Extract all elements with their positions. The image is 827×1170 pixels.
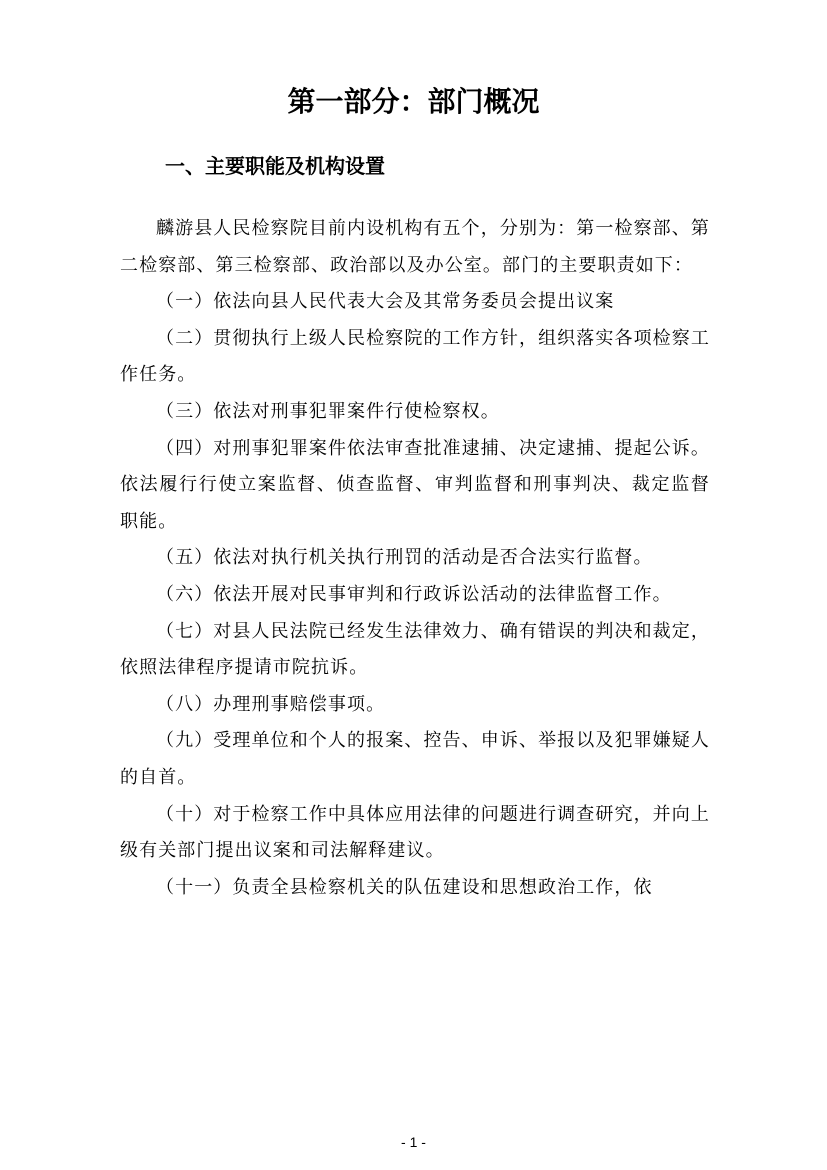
paragraph-item-6: （六）依法开展对民事审判和行政诉讼活动的法律监督工作。 xyxy=(156,583,672,605)
section-heading: 一、主要职能及机构设置 xyxy=(165,154,385,178)
paragraph-item-11: （十一）负责全县检察机关的队伍建设和思想政治工作，依 xyxy=(156,876,653,898)
paragraph-item-4: （四）对刑事犯罪案件依法审查批准逮捕、决定逮捕、提起公诉。依法履行行使立案监督、侦查监督、审判监督和刑事判决、裁定监督职能。 xyxy=(120,437,710,532)
paragraph-item-2: （二）贯彻执行上级人民检察院的工作方针，组织落实各项检察工作任务。 xyxy=(120,327,710,386)
paragraph-intro: 麟游县人民检察院目前内设机构有五个，分别为：第一检察部、第二检察部、第三检察部、政治部以及办公室。部门的主要职责如下： xyxy=(120,218,710,276)
paragraph-item-1: （一）依法向县人民代表大会及其常务委员会提出议案 xyxy=(156,291,615,313)
page-number: - 1 - xyxy=(401,1134,426,1150)
paragraph-item-5: （五）依法对执行机关执行刑罚的活动是否合法实行监督。 xyxy=(156,547,653,569)
document-body xyxy=(120,211,710,906)
paragraph-item-10: （十）对于检察工作中具体应用法律的问题进行调查研究，并向上级有关部门提出议案和司法解释建议。 xyxy=(120,803,710,862)
paragraph-item-9: （九）受理单位和个人的报案、控告、申诉、举报以及犯罪嫌疑人的自首。 xyxy=(120,730,710,788)
paragraph-item-3: （三）依法对刑事犯罪案件行使检察权。 xyxy=(156,400,500,422)
page-title: 第一部分：部门概况 xyxy=(287,85,540,118)
paragraph-item-8: （八）办理刑事赔偿事项。 xyxy=(156,693,386,715)
paragraph-item-7: （七）对县人民法院已经发生法律效力、确有错误的判决和裁定，依照法律程序提请市院抗诉。 xyxy=(120,620,710,679)
